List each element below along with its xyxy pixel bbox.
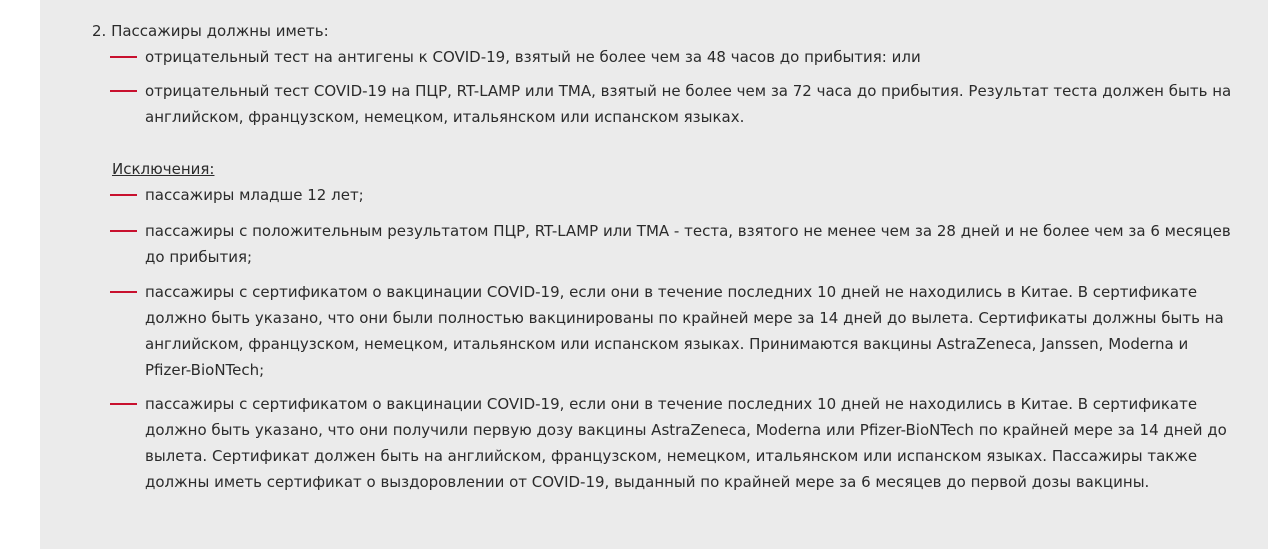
red-dash-icon [110, 291, 137, 293]
list-item-text: отрицательный тест COVID-19 на ПЦР, RT-LAMP или TMA, взятый не более чем за 72 часа до прибытия. Результат теста должен быть на английском, французском, немецком, итальянском или испанском языках. [145, 82, 1232, 126]
content-panel [40, 0, 1268, 549]
red-dash-icon [110, 90, 137, 92]
red-dash-icon [110, 230, 137, 232]
red-dash-icon [110, 403, 137, 405]
list-item-text: пассажиры с сертификатом о вакцинации COVID-19, если они в течение последних 10 дней не находились в Китае. В сертификате должно быть указано, что они получили первую дозу вакцины AstraZeneca, Moderna или Pfizer-BioNTech по крайней мере за 14 дней до вылета. Сертификат должен быть на английском, французском, немецком, итальянском или испанском языках. Пассажиры также должны иметь сертификат о выздоровлении от COVID-19, выданный по крайней мере за 6 месяцев до первой дозы вакцины. [145, 395, 1227, 491]
list-item-text: пассажиры с сертификатом о вакцинации COVID-19, если они в течение последних 10 дней не находились в Китае. В сертификате должно быть указано, что они были полностью вакцинированы по крайней мере за 14 дней до вылета. Сертификаты должны быть на английском, французском, немецком, итальянском или испанском языках. Принимаются вакцины AstraZeneca, Janssen, Moderna и Pfizer-BioNTech; [145, 283, 1224, 379]
red-dash-icon [110, 56, 137, 58]
list-item-text: пассажиры с положительным результатом ПЦР, RT-LAMP или TMA - теста, взятого не менее чем за 28 дней и не более чем за 6 месяцев до прибытия; [145, 222, 1231, 266]
list-item-text: отрицательный тест на антигены к COVID-19, взятый не более чем за 48 часов до прибытия: или [145, 48, 921, 66]
red-dash-icon [110, 194, 137, 196]
requirements-heading: 2. Пассажиры должны иметь: [92, 22, 329, 40]
exceptions-label: Исключения: [112, 160, 215, 178]
list-item-text: пассажиры младше 12 лет; [145, 186, 364, 204]
